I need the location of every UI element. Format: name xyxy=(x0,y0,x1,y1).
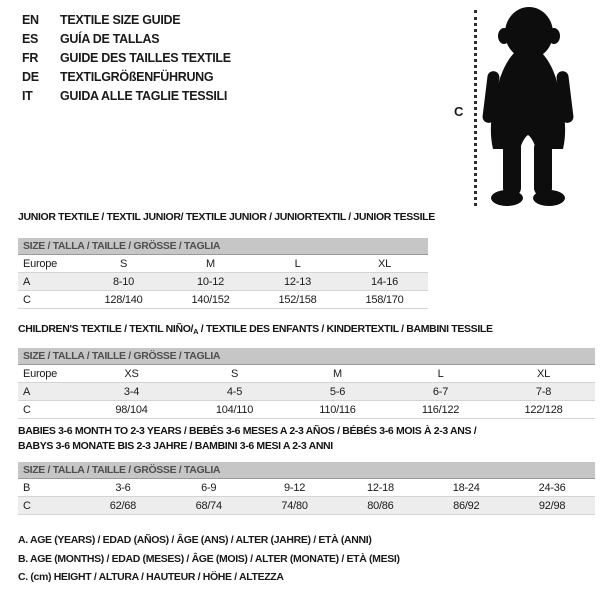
title-text: CHILDREN'S TEXTILE / TEXTIL NIÑO/ xyxy=(18,323,194,335)
size-row-europe xyxy=(18,365,595,383)
language-row-it xyxy=(22,86,231,105)
size-cell: 6-7 xyxy=(432,386,449,398)
size-cell: M xyxy=(206,258,215,270)
size-cell: 3-6 xyxy=(115,482,131,494)
size-cell: 24-36 xyxy=(538,482,566,494)
size-cell: L xyxy=(437,368,444,380)
size-row-europe xyxy=(18,255,428,273)
size-cell: 80/86 xyxy=(367,500,394,512)
language-label: GUÍA DE TALLAS xyxy=(60,31,160,46)
size-cell: 14-16 xyxy=(371,276,398,288)
size-cell: 5-6 xyxy=(329,386,346,398)
size-row-age xyxy=(18,273,428,291)
language-code: ES xyxy=(22,31,39,46)
junior-textile-table xyxy=(18,210,435,309)
language-code: EN xyxy=(22,12,39,27)
size-cell: S xyxy=(230,368,239,380)
row-label: C xyxy=(23,404,31,416)
row-label: A xyxy=(23,386,31,398)
size-cell: 68/74 xyxy=(195,500,222,512)
table-rows xyxy=(18,255,428,309)
size-row-age xyxy=(18,383,595,401)
size-cell: 98/104 xyxy=(115,404,148,416)
size-cell: 3-4 xyxy=(123,386,140,398)
row-label: A xyxy=(23,276,31,288)
size-cell: 116/122 xyxy=(421,404,460,416)
language-row-en xyxy=(22,10,231,29)
note-age-months: B. AGE (MONTHS) / EDAD (MESES) / ÂGE (MOIS) / ALTER (MONATE) / ETÀ (MESI) xyxy=(18,552,400,565)
height-measure-dotted-line xyxy=(474,10,477,206)
size-header-bar: SIZE / TALLA / TAILLE / GRÖSSE / TAGLIA xyxy=(18,348,595,365)
title-text: / TEXTILE DES ENFANTS / KINDERTEXTIL / BAMBINI TESSILE xyxy=(198,323,493,335)
size-cell: 92/98 xyxy=(538,500,566,512)
size-cell: 10-12 xyxy=(197,276,224,288)
note-height-cm: C. (cm) HEIGHT / ALTURA / HAUTEUR / HÖHE / ALTEZZA xyxy=(18,571,284,583)
row-label: C xyxy=(23,294,31,306)
size-row-height xyxy=(18,401,595,419)
language-code: IT xyxy=(22,88,33,103)
language-label: GUIDE DES TAILLES TEXTILE xyxy=(60,50,231,65)
size-cell: 74/80 xyxy=(281,500,308,512)
size-cell: 104/110 xyxy=(215,404,254,416)
size-cell: 4-5 xyxy=(226,386,243,398)
size-cell: 86/92 xyxy=(453,500,480,512)
language-row-es xyxy=(22,29,231,48)
size-cell: 122/128 xyxy=(524,404,563,416)
size-cell: 140/152 xyxy=(191,294,230,306)
size-cell: L xyxy=(294,258,301,270)
row-label: B xyxy=(23,482,31,494)
table-rows xyxy=(18,365,595,419)
table-title: JUNIOR TEXTILE / TEXTIL JUNIOR/ TEXTILE JUNIOR / JUNIORTEXTIL / JUNIOR TESSILE xyxy=(18,211,435,223)
language-label: TEXTILE SIZE GUIDE xyxy=(60,12,181,27)
language-title-list xyxy=(22,10,231,105)
size-row-height xyxy=(18,497,595,515)
note-age-years: A. AGE (YEARS) / EDAD (AÑOS) / ÂGE (ANS) / ALTER (JAHRE) / ETÀ (ANNI) xyxy=(18,534,372,546)
row-label: Europe xyxy=(23,258,57,270)
size-cell: S xyxy=(119,258,128,270)
size-cell: 128/140 xyxy=(104,294,143,306)
size-cell: 18-24 xyxy=(452,482,480,494)
size-cell: 12-18 xyxy=(366,482,394,494)
size-header-bar: SIZE / TALLA / TAILLE / GRÖSSE / TAGLIA xyxy=(18,462,595,479)
height-measure-label: C xyxy=(454,104,464,119)
size-cell: 7-8 xyxy=(535,386,552,398)
row-label: C xyxy=(23,500,31,512)
size-cell: 12-13 xyxy=(284,276,311,288)
table-rows xyxy=(18,479,595,515)
size-cell: M xyxy=(333,368,342,380)
babies-textile-table xyxy=(18,424,595,515)
size-cell: 152/158 xyxy=(278,294,317,306)
size-cell: 8-10 xyxy=(112,276,135,288)
title-line: BABYS 3-6 MONATE BIS 2-3 JAHRE / BAMBINI 3-6 MESI A 2-3 ANNI xyxy=(18,440,333,452)
size-cell: XL xyxy=(537,368,550,380)
language-row-de xyxy=(22,67,231,86)
size-cell: 158/170 xyxy=(365,294,404,306)
size-cell: 62/68 xyxy=(109,500,137,512)
title-subscript: A xyxy=(193,327,199,336)
table-title xyxy=(18,424,595,454)
title-line: BABIES 3-6 MONTH TO 2-3 YEARS / BEBÉS 3-6 MESES A 2-3 AÑOS / BÉBÉS 3-6 MOIS À 2-3 ANS / xyxy=(18,425,477,437)
childrens-textile-table xyxy=(18,322,595,419)
size-cell: XS xyxy=(124,368,139,380)
size-row-age-months xyxy=(18,479,595,497)
size-cell: XL xyxy=(378,258,391,270)
size-header-bar: SIZE / TALLA / TAILLE / GRÖSSE / TAGLIA xyxy=(18,238,428,255)
table-title xyxy=(18,322,595,339)
language-label: GUIDA ALLE TAGLIE TESSILI xyxy=(60,88,228,103)
language-label: TEXTILGRÖßENFÜHRUNG xyxy=(60,69,214,84)
size-cell: 9-12 xyxy=(284,482,306,494)
baby-silhouette-icon xyxy=(482,5,574,209)
legend-notes xyxy=(18,531,400,587)
size-row-height xyxy=(18,291,428,309)
size-cell: 110/116 xyxy=(319,404,356,416)
language-code: DE xyxy=(22,69,39,84)
language-code: FR xyxy=(22,50,39,65)
size-cell: 6-9 xyxy=(201,482,217,494)
row-label: Europe xyxy=(23,368,57,380)
language-row-fr xyxy=(22,48,231,67)
